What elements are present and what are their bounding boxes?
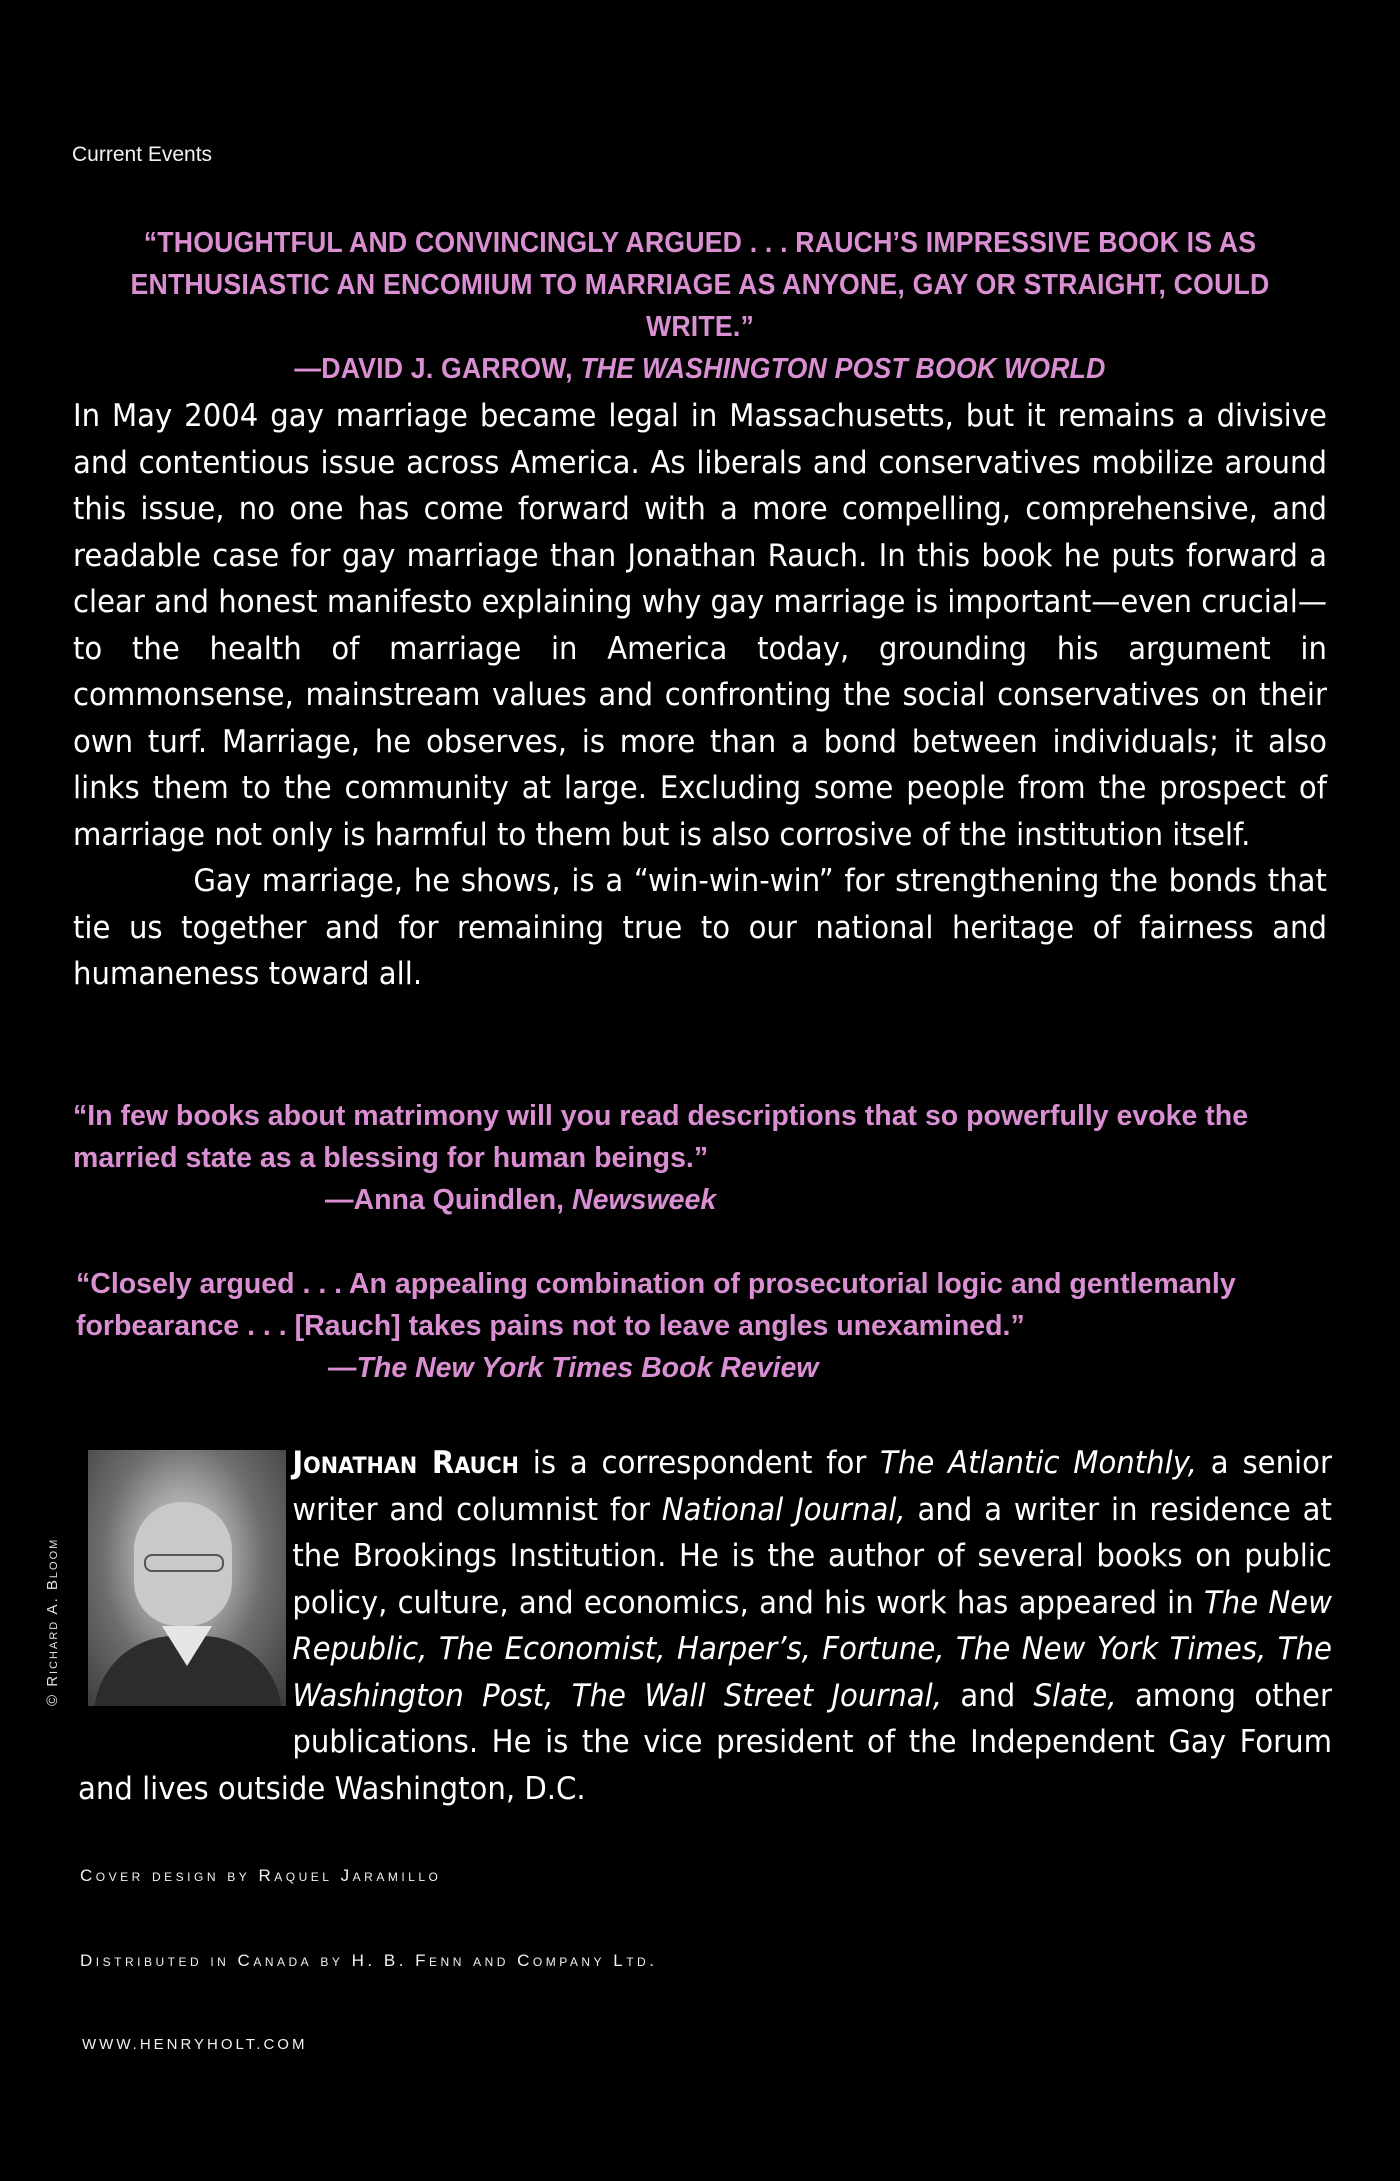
bio-italic-3: The New Republic, The Economist, Harper’s, Fortune, The New York Times, The Washington Post, The Wall Street Journal, (292, 1584, 1332, 1714)
description-paragraph-2: Gay marriage, he shows, is a “win-win-win” for strengthening the bonds that tie us together and for remaining true to our national heritage of fairness and humaneness toward all. (73, 863, 1327, 992)
bio-text-5: among other publications. He is the vice president of the Independent Gay Forum and lives outside Washington, D.C. (78, 1677, 1332, 1807)
top-quote-line-1: “THOUGHTFUL AND CONVINCINGLY ARGUED . . . RAUCH’S IMPRESSIVE BOOK IS AS (143, 227, 1257, 259)
quote2-text: “In few books about matrimony will you read descriptions that so powerfully evoke the married state as a blessing for human beings.” (73, 1100, 1249, 1174)
bio-italic-2: National Journal, (661, 1491, 906, 1528)
review-quote-nyt (76, 1263, 1336, 1389)
bio-text-2: a senior writer and columnist for (292, 1445, 1332, 1528)
bio-italic-4: Slate, (1033, 1677, 1117, 1714)
photo-wrap-space (78, 1440, 292, 1730)
cover-design-credit: Cover design by Raquel Jaramillo (80, 1866, 442, 1885)
quote3-source: —The New York Times Book Review (328, 1352, 819, 1384)
top-quote-source (120, 348, 1279, 390)
category-label: Current Events (72, 143, 213, 166)
bio-text-3: and a writer in residence at the Brookings Institution. He is the author of several books on public policy, culture, and economics, and his work has appeared in (292, 1491, 1332, 1621)
bio-text-4: and (942, 1677, 1034, 1714)
book-description (73, 393, 1327, 998)
distribution-note: Distributed in Canada by H. B. Fenn and Company Ltd. (80, 1951, 658, 1970)
quote2-publication: Newsweek (572, 1184, 717, 1216)
quote3-text: “Closely argued . . . An appealing combination of prosecutorial logic and gentlemanly forbearance . . . [Rauch] takes pains not to leave angles unexamined.” (76, 1268, 1236, 1342)
author-name: Jonathan Rauch (292, 1445, 519, 1481)
photo-credit: © Richard A. Bloom (44, 1537, 61, 1706)
bio-italic-1: The Atlantic Monthly, (880, 1445, 1197, 1481)
top-quote-publication: THE WASHINGTON POST BOOK WORLD (580, 353, 1106, 385)
publisher-website: WWW.HENRYHOLT.COM (82, 2036, 308, 2053)
author-bio (78, 1440, 1332, 1812)
top-quote-author: —DAVID J. GARROW, (294, 353, 581, 385)
top-review-quote (120, 222, 1279, 390)
quote2-attribution (73, 1179, 1333, 1221)
review-quote-quindlen (73, 1095, 1333, 1221)
quote2-author: —Anna Quindlen, (325, 1184, 572, 1216)
bio-text-1: is a correspondent for (518, 1445, 881, 1481)
top-quote-line-2: ENTHUSIASTIC AN ENCOMIUM TO MARRIAGE AS ANYONE, GAY OR STRAIGHT, COULD WRITE.” (130, 269, 1270, 343)
description-paragraph-1: In May 2004 gay marriage became legal in Massachusetts, but it remains a divisive and contentious issue across America. As liberals and conservatives mobilize around this issue, no one has come forward with a more compelling, comprehensive, and readable case for gay marriage than Jonathan Rauch. In this book he puts forward a clear and honest manifesto explaining why gay marriage is important—even crucial—to the health of marriage in America today, grounding his argument in commonsense, mainstream values and confronting the social conservatives on their own turf. Marriage, he observes, is more than a bond between individuals; it also links them to the community at large. Excluding some people from the prospect of marriage not only is harmful to them but is also corrosive of the institution itself. (73, 398, 1327, 853)
